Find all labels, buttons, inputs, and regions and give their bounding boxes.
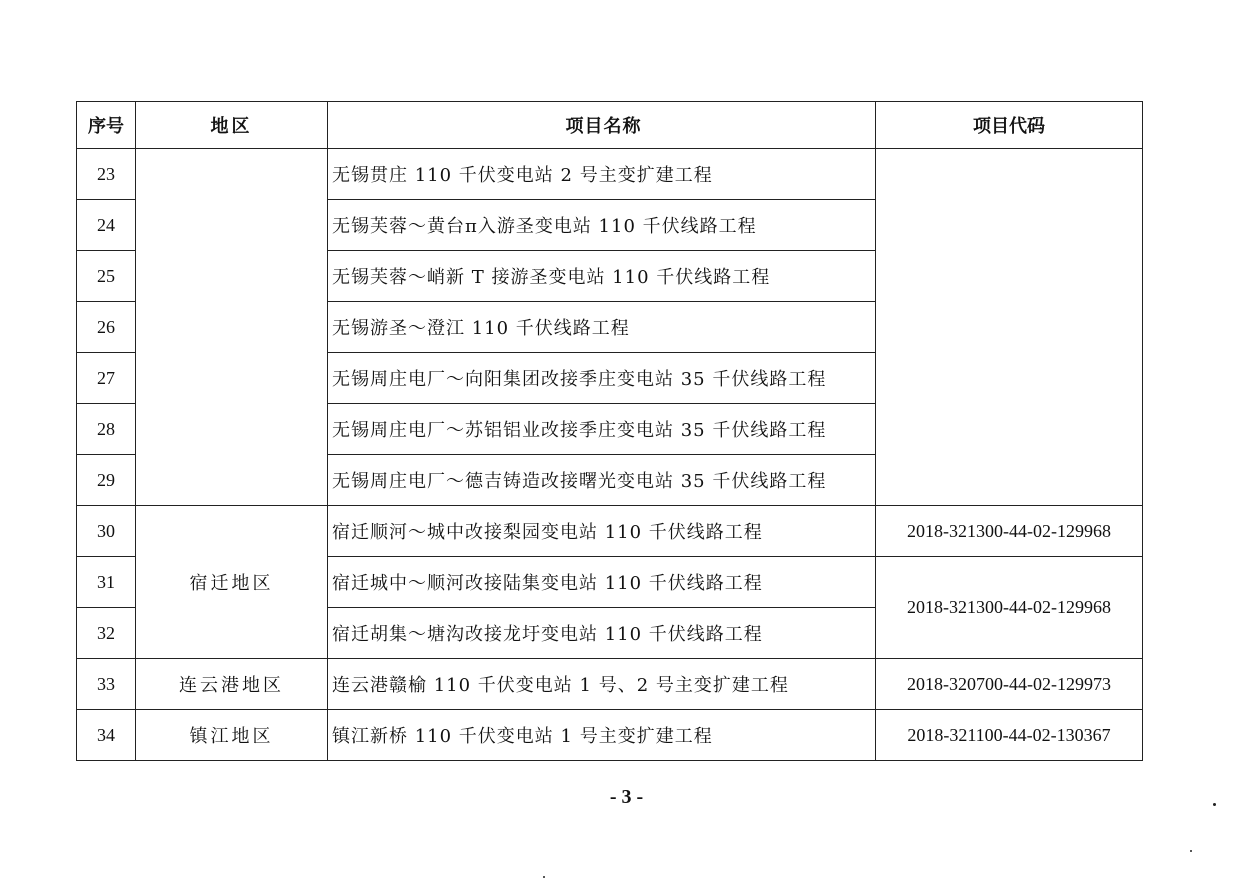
- row-code: 2018-320700-44-02-129973: [876, 659, 1143, 710]
- row-no: 32: [77, 608, 136, 659]
- scan-speck: [1213, 803, 1216, 806]
- row-no: 24: [77, 200, 136, 251]
- table-row: [77, 710, 1143, 761]
- header-code: 项目代码: [876, 102, 1143, 149]
- row-no: 29: [77, 455, 136, 506]
- row-no: 31: [77, 557, 136, 608]
- scan-speck: [1190, 850, 1192, 852]
- region-cell-blank: [136, 149, 328, 506]
- row-no: 34: [77, 710, 136, 761]
- row-name: 无锡芙蓉～峭新 T 接游圣变电站 110 千伏线路工程: [328, 251, 876, 302]
- project-table: [76, 101, 1143, 761]
- row-name: 镇江新桥 110 千伏变电站 1 号主变扩建工程: [328, 710, 876, 761]
- row-name: 宿迁胡集～塘沟改接龙圩变电站 110 千伏线路工程: [328, 608, 876, 659]
- table-row: [77, 659, 1143, 710]
- scan-speck: [543, 876, 545, 878]
- row-code: 2018-321300-44-02-129968: [876, 506, 1143, 557]
- row-no: 30: [77, 506, 136, 557]
- header-no: 序号: [77, 102, 136, 149]
- row-name: 宿迁顺河～城中改接梨园变电站 110 千伏线路工程: [328, 506, 876, 557]
- row-name: 无锡贯庄 110 千伏变电站 2 号主变扩建工程: [328, 149, 876, 200]
- row-region: 镇江地区: [136, 710, 328, 761]
- row-no: 23: [77, 149, 136, 200]
- header-region: 地区: [136, 102, 328, 149]
- row-code: 2018-321100-44-02-130367: [876, 710, 1143, 761]
- row-name: 无锡周庄电厂～德吉铸造改接曙光变电站 35 千伏线路工程: [328, 455, 876, 506]
- row-name: 无锡周庄电厂～苏铝铝业改接季庄变电站 35 千伏线路工程: [328, 404, 876, 455]
- row-region: 连云港地区: [136, 659, 328, 710]
- row-name: 无锡周庄电厂～向阳集团改接季庄变电站 35 千伏线路工程: [328, 353, 876, 404]
- code-cell-blank: [876, 149, 1143, 506]
- table-row: [77, 506, 1143, 557]
- table-header-row: [77, 102, 1143, 149]
- table-row: [77, 149, 1143, 200]
- row-no: 28: [77, 404, 136, 455]
- row-no: 26: [77, 302, 136, 353]
- region-cell-suqian: 宿迁地区: [136, 506, 328, 659]
- row-no: 33: [77, 659, 136, 710]
- row-name: 无锡游圣～澄江 110 千伏线路工程: [328, 302, 876, 353]
- row-code: 2018-321300-44-02-129968: [876, 557, 1143, 659]
- page-number: - 3 -: [609, 786, 644, 808]
- row-name: 无锡芙蓉～黄台π入游圣变电站 110 千伏线路工程: [328, 200, 876, 251]
- row-no: 25: [77, 251, 136, 302]
- header-name: 项目名称: [328, 102, 876, 149]
- row-no: 27: [77, 353, 136, 404]
- row-name: 连云港赣榆 110 千伏变电站 1 号、2 号主变扩建工程: [328, 659, 876, 710]
- row-name: 宿迁城中～顺河改接陆集变电站 110 千伏线路工程: [328, 557, 876, 608]
